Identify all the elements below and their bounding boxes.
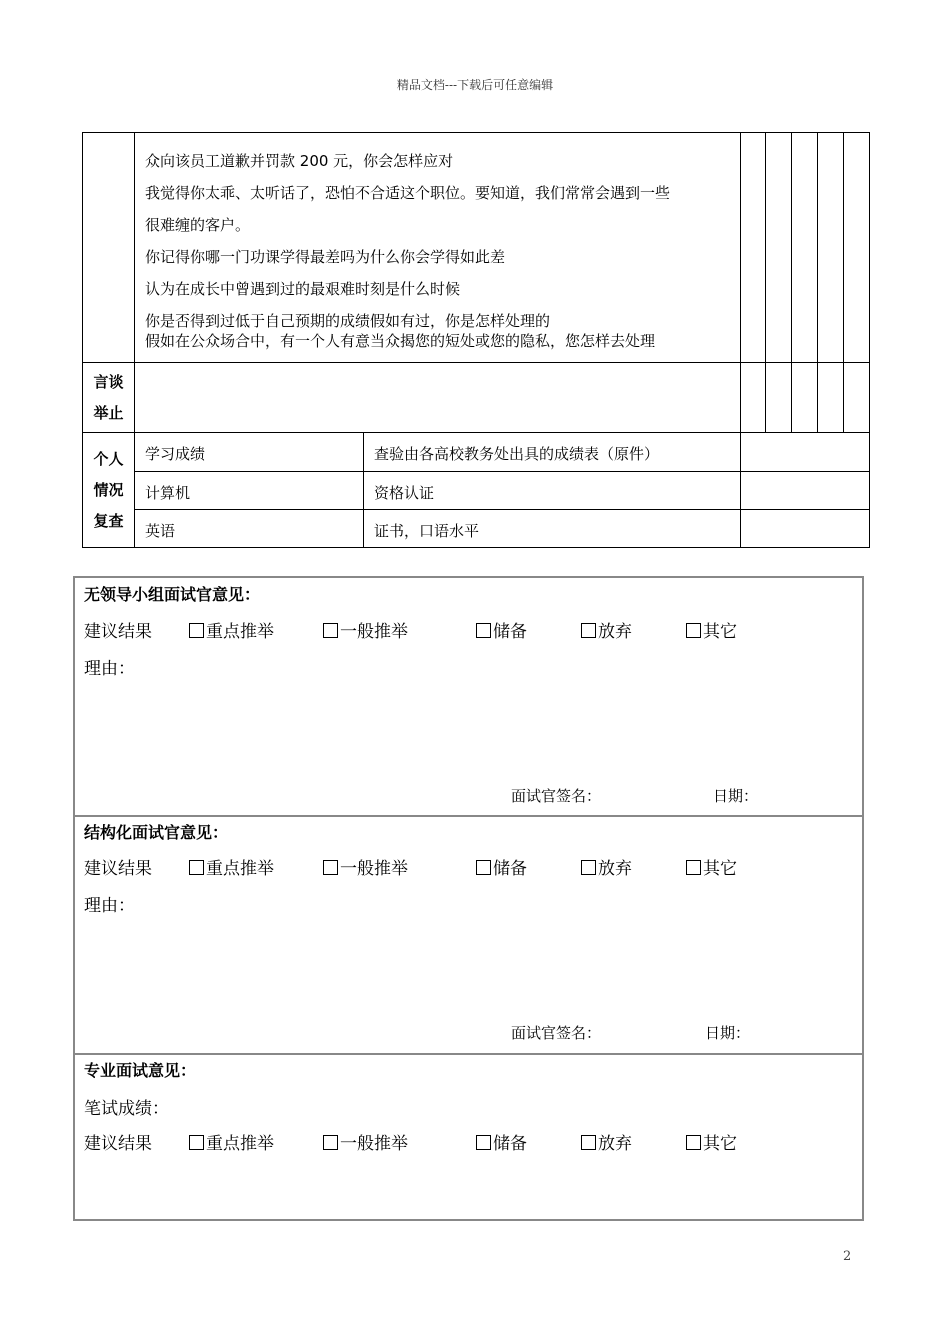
check-result-cell[interactable] — [741, 472, 870, 510]
score-cell[interactable] — [741, 363, 766, 433]
checkbox[interactable] — [476, 860, 491, 875]
page-header: 精品文档---下载后可任意编辑 — [396, 78, 554, 92]
checkbox[interactable] — [686, 1135, 701, 1150]
checkbox[interactable] — [323, 1135, 338, 1150]
option-reserve[interactable]: 储备 — [476, 854, 527, 879]
checkbox[interactable] — [581, 1135, 596, 1150]
checkbox[interactable] — [189, 623, 204, 638]
checkbox[interactable] — [323, 623, 338, 638]
option-other[interactable]: 其它 — [686, 1129, 737, 1154]
check-method: 查验由各高校教务处出具的成绩表（原件） — [364, 433, 741, 472]
interviewer-opinion-box — [73, 576, 864, 1221]
score-cell[interactable] — [741, 133, 766, 363]
option-abandon[interactable]: 放弃 — [581, 1129, 632, 1154]
question-item: 你是否得到过低于自己预期的成绩假如有过，你是怎样处理的 — [145, 312, 551, 330]
date-label: 日期： — [713, 787, 759, 805]
score-cell[interactable] — [844, 133, 870, 363]
score-cell[interactable] — [818, 363, 844, 433]
option-abandon[interactable]: 放弃 — [581, 617, 632, 642]
option-general-recommend[interactable]: 一般推举 — [323, 1129, 408, 1154]
checkbox[interactable] — [581, 860, 596, 875]
signature-label: 面试官签名： — [511, 787, 602, 805]
option-other[interactable]: 其它 — [686, 854, 737, 879]
score-cell[interactable] — [818, 133, 844, 363]
option-key-recommend[interactable]: 重点推举 — [189, 854, 274, 879]
checkbox[interactable] — [686, 623, 701, 638]
checkbox[interactable] — [686, 860, 701, 875]
checkbox[interactable] — [189, 860, 204, 875]
option-reserve[interactable]: 储备 — [476, 617, 527, 642]
recommend-label: 建议结果 — [84, 622, 152, 642]
signature-label: 面试官签名： — [511, 1024, 602, 1042]
recommend-label: 建议结果 — [84, 859, 152, 879]
personal-check-label: 个人情况复查 — [83, 433, 135, 548]
check-item: 计算机 — [135, 472, 364, 510]
score-cell[interactable] — [766, 133, 792, 363]
checkbox[interactable] — [189, 1135, 204, 1150]
section-title: 无领导小组面试官意见： — [84, 585, 261, 604]
question-item: 假如在公众场合中，有一个人有意当众揭您的短处或您的隐私，您怎样去处理 — [145, 332, 656, 350]
reason-label: 理由： — [84, 659, 135, 679]
checkbox[interactable] — [476, 1135, 491, 1150]
check-result-cell[interactable] — [741, 433, 870, 472]
score-cell[interactable] — [792, 363, 818, 433]
date-label: 日期： — [705, 1024, 751, 1042]
speech-notes-cell[interactable] — [135, 363, 741, 433]
section-title: 专业面试意见： — [84, 1061, 197, 1080]
option-abandon[interactable]: 放弃 — [581, 854, 632, 879]
check-item: 学习成绩 — [135, 433, 364, 472]
checkbox[interactable] — [476, 623, 491, 638]
option-reserve[interactable]: 储备 — [476, 1129, 527, 1154]
speech-label: 言谈举止 — [83, 363, 135, 433]
reason-label: 理由： — [84, 896, 135, 916]
check-item: 英语 — [135, 510, 364, 548]
section-title: 结构化面试官意见： — [84, 823, 229, 842]
option-general-recommend[interactable]: 一般推举 — [323, 617, 408, 642]
structured-interview-section — [75, 815, 862, 1055]
check-result-cell[interactable] — [741, 510, 870, 548]
check-method: 证书，口语水平 — [364, 510, 741, 548]
question-label-cell — [83, 133, 135, 363]
checkbox[interactable] — [581, 623, 596, 638]
recommend-label: 建议结果 — [84, 1134, 152, 1154]
group-interview-section — [75, 578, 862, 815]
question-item: 我觉得你太乖、太听话了，恐怕不合适这个职位。要知道，我们常常会遇到一些 — [145, 184, 671, 202]
score-cell[interactable] — [766, 363, 792, 433]
page-number: 2 — [843, 1249, 852, 1264]
question-item: 众向该员工道歉并罚款 200 元，你会怎样应对 — [145, 152, 454, 170]
option-key-recommend[interactable]: 重点推举 — [189, 617, 274, 642]
checkbox[interactable] — [323, 860, 338, 875]
score-cell[interactable] — [844, 363, 870, 433]
question-item: 认为在成长中曾遇到过的最艰难时刻是什么时候 — [145, 280, 461, 298]
check-method: 资格认证 — [364, 472, 741, 510]
question-item: 很难缠的客户。 — [145, 216, 251, 234]
question-item: 你记得你哪一门功课学得最差吗为什么你会学得如此差 — [145, 248, 506, 266]
professional-interview-section — [75, 1053, 862, 1221]
written-score-label: 笔试成绩： — [84, 1099, 169, 1119]
question-list — [135, 133, 741, 363]
option-general-recommend[interactable]: 一般推举 — [323, 854, 408, 879]
interview-question-table — [82, 132, 870, 548]
score-cell[interactable] — [792, 133, 818, 363]
option-key-recommend[interactable]: 重点推举 — [189, 1129, 274, 1154]
option-other[interactable]: 其它 — [686, 617, 737, 642]
